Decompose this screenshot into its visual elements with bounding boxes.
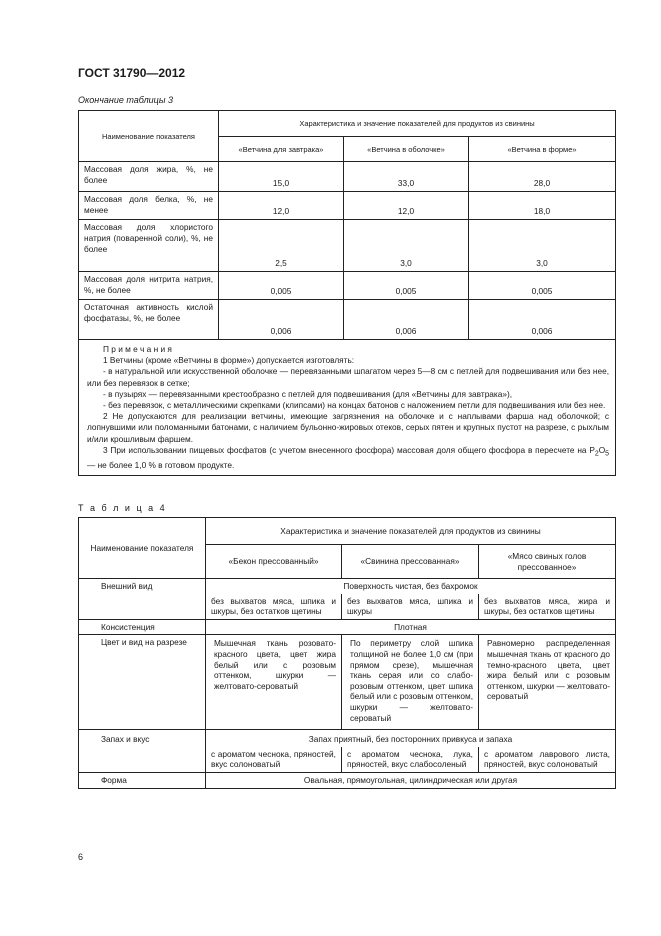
table-row	[79, 619, 616, 635]
cell-value: По периметру слой шпика толщиной не более 1,0 см (при прямом срезе), мышечная ткань серая или со слабо-розовым оттенком, цвет шпика белый или с розовым оттенком, шкурки — желтовато-сероватый	[342, 635, 479, 730]
note-item: - в натуральной или искусственной оболочке — перевязанными шпагатом через 5—8 см с петлей для подвешивания или без нее, или без перевязок в сетке;	[87, 366, 610, 388]
table3-header-name: Наименование показателя	[79, 111, 219, 162]
table3-header-group: Характеристика и значение показателей для продуктов из свинины	[219, 111, 616, 137]
table-row	[79, 192, 616, 220]
cell-value: без выхватов мяса, жира и шкуры, без остатков щетины	[479, 594, 616, 620]
note-item: 2 Не допускаются для реализации ветчины, имеющие загрязнения на оболочке и с наплывами фарша над оболочкой; с лопнувшими или поломанными батонами, с наличием бульонно-жировых отеков, серых пятен и крупных пустот на разрезе, с рыхлым и/или крошливым фаршем.	[87, 411, 610, 444]
cell-value: 12,0	[219, 192, 344, 220]
row-name: Консистенция	[79, 619, 206, 635]
cell-value: 0,005	[344, 272, 469, 300]
cell-value: 0,005	[469, 272, 616, 300]
table-row	[79, 220, 616, 272]
common-value: Поверхность чистая, без бахромок	[206, 579, 616, 594]
cell-value: 0,006	[219, 300, 344, 340]
document-title: ГОСТ 31790—2012	[78, 66, 186, 80]
cell-value: 0,005	[219, 272, 344, 300]
cell-value: с ароматом чеснока, лука, пряностей, вкус слабосоленый	[342, 747, 479, 773]
cell-value: 0,006	[469, 300, 616, 340]
note-item: - без перевязок, с металлическими скрепками (клипсами) на концах батонов с наложением петли для подвешивания или без нее.	[103, 400, 606, 411]
common-value: Плотная	[206, 619, 616, 635]
table-row	[79, 272, 616, 300]
page-number: 6	[78, 852, 84, 862]
table3-column-header: «Ветчина в оболочке»	[344, 137, 469, 162]
table-row	[79, 579, 616, 594]
row-name: Цвет и вид на разрезе	[79, 635, 206, 730]
cell-value: Равномерно распределенная мышечная ткань от красного до темно-красного цвета, цвет жира белый или с розовым оттенком, шкурки — желтовато-сероватый	[479, 635, 616, 730]
table3-column-header: «Ветчина для завтрака»	[219, 137, 344, 162]
table4-header-group: Характеристика и значение показателей для продуктов из свинины	[206, 518, 616, 545]
cell-value: с ароматом лаврового листа, пряностей, вкус солоноватый	[479, 747, 616, 773]
table4-column-header: «Бекон прессованный»	[206, 545, 342, 579]
common-value: Овальная, прямоугольная, цилиндрическая или другая	[206, 772, 616, 788]
table-row	[79, 730, 616, 747]
cell-value: 3,0	[344, 220, 469, 272]
row-name: Форма	[79, 772, 206, 788]
table3-column-header: «Ветчина в форме»	[469, 137, 616, 162]
row-name: Запах и вкус	[79, 730, 206, 773]
table3	[78, 110, 616, 476]
cell-value: без выхватов мяса, шпика и шкуры	[342, 594, 479, 620]
cell-value: 0,006	[344, 300, 469, 340]
table4-header-name: Наименование показателя	[79, 518, 206, 579]
cell-value: Мышечная ткань розовато-красного цвета, цвет жира белый или с розовым оттенком, шкурки — желтовато-сероватый	[206, 635, 342, 730]
cell-value: 28,0	[469, 162, 616, 192]
cell-value: 3,0	[469, 220, 616, 272]
row-name: Внешний вид	[79, 579, 206, 620]
table3-notes	[79, 340, 616, 476]
row-name: Массовая доля жира, %, не более	[79, 162, 219, 192]
note-item: - в пузырях — перевязанными крестообразно с петлей для подвешивания (для «Ветчины для завтрака»),	[103, 388, 513, 399]
table3-caption: Окончание таблицы 3	[78, 95, 173, 105]
row-name: Массовая доля белка, %, не менее	[79, 192, 219, 220]
cell-value: с ароматом чеснока, пряностей, вкус солоноватый	[206, 747, 342, 773]
note-item: 1 Ветчины (кроме «Ветчины в форме») допускается изготовлять:	[103, 355, 355, 366]
cell-value: 2,5	[219, 220, 344, 272]
notes-title: П р и м е ч а н и я	[103, 344, 172, 354]
cell-value: 12,0	[344, 192, 469, 220]
table4	[78, 517, 616, 789]
row-name: Массовая доля нитрита натрия, %, не более	[79, 272, 219, 300]
row-name: Массовая доля хлористого натрия (поваренной соли), %, не более	[79, 220, 219, 272]
cell-value: 18,0	[469, 192, 616, 220]
table4-column-header: «Свинина прессованная»	[342, 545, 479, 579]
note-item: 3 При использовании пищевых фосфатов (с учетом внесенного фосфора) массовая доля общего фосфора в пересчете на $P_2O_5$ — не более 1,0 % в готовом продукте.	[87, 444, 610, 470]
table-row	[79, 635, 616, 730]
table-row	[79, 772, 616, 788]
cell-value: 33,0	[344, 162, 469, 192]
table4-column-header: «Мясо свиных голов прессованное»	[479, 545, 616, 579]
cell-value: 15,0	[219, 162, 344, 192]
common-value: Запах приятный, без посторонних привкуса и запаха	[206, 730, 616, 747]
table-row	[79, 162, 616, 192]
table-row	[79, 300, 616, 340]
cell-value: без выхватов мяса, шпика и шкуры, без остатков щетины	[206, 594, 342, 620]
table4-caption: Т а б л и ц а 4	[78, 503, 167, 513]
row-name: Остаточная активность кислой фосфатазы, %, не более	[79, 300, 219, 340]
